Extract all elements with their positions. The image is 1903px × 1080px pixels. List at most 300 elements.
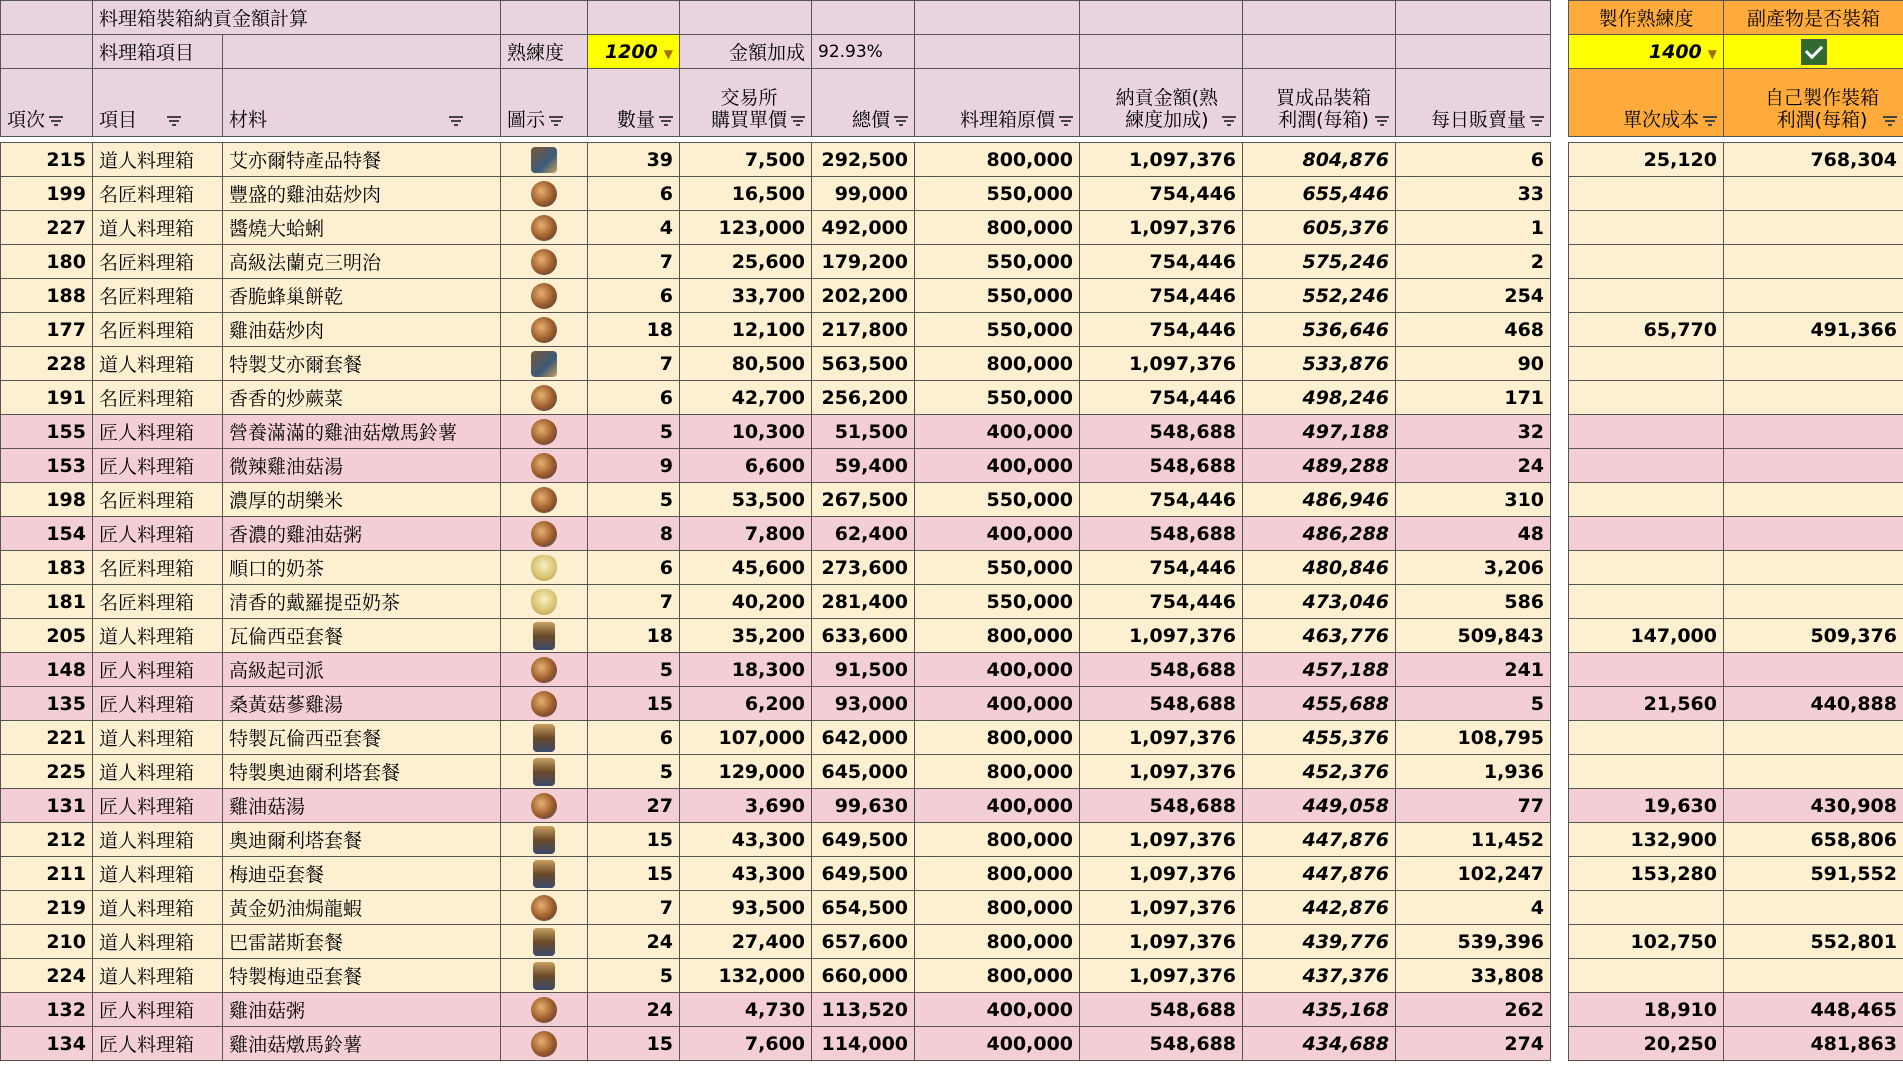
- row-profit[interactable]: 463,776: [1243, 619, 1396, 653]
- row-price[interactable]: 40,200: [680, 585, 812, 619]
- row-item[interactable]: 道人料理箱: [93, 925, 223, 959]
- row-total[interactable]: 179,200: [812, 245, 915, 279]
- row-icon[interactable]: [501, 721, 588, 755]
- row-profit[interactable]: 480,846: [1243, 551, 1396, 585]
- row-material[interactable]: 梅迪亞套餐: [223, 857, 501, 891]
- row-self-profit[interactable]: [1724, 891, 1903, 925]
- table-row[interactable]: [1, 721, 1551, 755]
- row-material[interactable]: 香脆蜂巢餅乾: [223, 279, 501, 313]
- row-tribute[interactable]: 754,446: [1080, 313, 1243, 347]
- row-seq[interactable]: 132: [1, 993, 93, 1027]
- row-unit-cost[interactable]: [1569, 585, 1724, 619]
- side-table-row[interactable]: [1569, 619, 1903, 653]
- checkbox-checked-icon[interactable]: [1801, 39, 1827, 65]
- row-unit-cost[interactable]: [1569, 891, 1724, 925]
- row-total[interactable]: 114,000: [812, 1027, 915, 1061]
- row-qty[interactable]: 18: [588, 619, 680, 653]
- row-qty[interactable]: 7: [588, 245, 680, 279]
- row-total[interactable]: 99,630: [812, 789, 915, 823]
- row-box-price[interactable]: 800,000: [915, 857, 1080, 891]
- row-icon[interactable]: [501, 959, 588, 993]
- row-qty[interactable]: 18: [588, 313, 680, 347]
- row-total[interactable]: 645,000: [812, 755, 915, 789]
- row-profit[interactable]: 434,688: [1243, 1027, 1396, 1061]
- side-table-row[interactable]: [1569, 891, 1903, 925]
- row-profit[interactable]: 455,688: [1243, 687, 1396, 721]
- row-icon[interactable]: [501, 585, 588, 619]
- row-box-price[interactable]: 400,000: [915, 517, 1080, 551]
- row-qty[interactable]: 15: [588, 687, 680, 721]
- row-daily[interactable]: 171: [1396, 381, 1551, 415]
- row-tribute[interactable]: 548,688: [1080, 993, 1243, 1027]
- row-material[interactable]: 艾亦爾特產品特餐: [223, 143, 501, 177]
- row-material[interactable]: 瓦倫西亞套餐: [223, 619, 501, 653]
- byproduct-checkbox-cell[interactable]: [1724, 35, 1903, 69]
- row-seq[interactable]: 210: [1, 925, 93, 959]
- row-total[interactable]: 113,520: [812, 993, 915, 1027]
- row-material[interactable]: 雞油菇燉馬鈴薯: [223, 1027, 501, 1061]
- row-price[interactable]: 7,600: [680, 1027, 812, 1061]
- table-row[interactable]: [1, 517, 1551, 551]
- side-table-row[interactable]: [1569, 687, 1903, 721]
- row-material[interactable]: 香香的炒蕨菜: [223, 381, 501, 415]
- row-material[interactable]: 巴雷諾斯套餐: [223, 925, 501, 959]
- row-icon[interactable]: [501, 789, 588, 823]
- row-seq[interactable]: 211: [1, 857, 93, 891]
- row-total[interactable]: 633,600: [812, 619, 915, 653]
- row-tribute[interactable]: 548,688: [1080, 1027, 1243, 1061]
- proficiency-select[interactable]: 1200 ▼: [588, 35, 680, 69]
- row-item[interactable]: 道人料理箱: [93, 959, 223, 993]
- row-material[interactable]: 特製瓦倫西亞套餐: [223, 721, 501, 755]
- row-seq[interactable]: 225: [1, 755, 93, 789]
- table-row[interactable]: [1, 313, 1551, 347]
- row-profit[interactable]: 447,876: [1243, 823, 1396, 857]
- row-material[interactable]: 雞油菇粥: [223, 993, 501, 1027]
- row-unit-cost[interactable]: [1569, 721, 1724, 755]
- row-item[interactable]: 道人料理箱: [93, 891, 223, 925]
- filter-icon[interactable]: [659, 116, 673, 126]
- table-row[interactable]: [1, 381, 1551, 415]
- row-box-price[interactable]: 800,000: [915, 891, 1080, 925]
- row-qty[interactable]: 15: [588, 857, 680, 891]
- row-tribute[interactable]: 548,688: [1080, 789, 1243, 823]
- row-icon[interactable]: [501, 177, 588, 211]
- row-profit[interactable]: 486,288: [1243, 517, 1396, 551]
- row-box-price[interactable]: 400,000: [915, 789, 1080, 823]
- side-table-row[interactable]: [1569, 347, 1903, 381]
- col-material[interactable]: 材料: [223, 69, 501, 137]
- row-profit[interactable]: 435,168: [1243, 993, 1396, 1027]
- row-qty[interactable]: 5: [588, 755, 680, 789]
- row-total[interactable]: 649,500: [812, 857, 915, 891]
- row-total[interactable]: 292,500: [812, 143, 915, 177]
- row-seq[interactable]: 180: [1, 245, 93, 279]
- row-tribute[interactable]: 1,097,376: [1080, 143, 1243, 177]
- row-profit[interactable]: 442,876: [1243, 891, 1396, 925]
- col-unit-cost[interactable]: 單次成本: [1569, 69, 1724, 137]
- table-row[interactable]: [1, 687, 1551, 721]
- row-item[interactable]: 匠人料理箱: [93, 687, 223, 721]
- table-row[interactable]: [1, 857, 1551, 891]
- row-unit-cost[interactable]: [1569, 347, 1724, 381]
- row-qty[interactable]: 24: [588, 925, 680, 959]
- row-item[interactable]: 名匠料理箱: [93, 483, 223, 517]
- row-seq[interactable]: 199: [1, 177, 93, 211]
- row-price[interactable]: 43,300: [680, 857, 812, 891]
- row-total[interactable]: 202,200: [812, 279, 915, 313]
- row-unit-cost[interactable]: [1569, 381, 1724, 415]
- row-daily[interactable]: 6: [1396, 143, 1551, 177]
- row-seq[interactable]: 219: [1, 891, 93, 925]
- row-item[interactable]: 道人料理箱: [93, 823, 223, 857]
- row-seq[interactable]: 131: [1, 789, 93, 823]
- row-price[interactable]: 7,800: [680, 517, 812, 551]
- row-box-price[interactable]: 800,000: [915, 925, 1080, 959]
- row-item[interactable]: 名匠料理箱: [93, 245, 223, 279]
- side-table-row[interactable]: [1569, 789, 1903, 823]
- row-icon[interactable]: [501, 211, 588, 245]
- row-price[interactable]: 6,600: [680, 449, 812, 483]
- row-price[interactable]: 10,300: [680, 415, 812, 449]
- col-box-price[interactable]: 料理箱原價: [915, 69, 1080, 137]
- row-tribute[interactable]: 1,097,376: [1080, 925, 1243, 959]
- row-total[interactable]: 267,500: [812, 483, 915, 517]
- row-daily[interactable]: 5: [1396, 687, 1551, 721]
- row-tribute[interactable]: 1,097,376: [1080, 721, 1243, 755]
- row-qty[interactable]: 7: [588, 891, 680, 925]
- row-seq[interactable]: 191: [1, 381, 93, 415]
- row-tribute[interactable]: 1,097,376: [1080, 211, 1243, 245]
- row-daily[interactable]: 241: [1396, 653, 1551, 687]
- side-table-row[interactable]: [1569, 177, 1903, 211]
- table-row[interactable]: [1, 279, 1551, 313]
- col-seq[interactable]: 項次: [1, 69, 93, 137]
- row-tribute[interactable]: 754,446: [1080, 245, 1243, 279]
- row-daily[interactable]: 33,808: [1396, 959, 1551, 993]
- row-price[interactable]: 43,300: [680, 823, 812, 857]
- side-table-row[interactable]: [1569, 721, 1903, 755]
- side-table-row[interactable]: [1569, 483, 1903, 517]
- row-price[interactable]: 42,700: [680, 381, 812, 415]
- row-total[interactable]: 654,500: [812, 891, 915, 925]
- side-table-row[interactable]: [1569, 585, 1903, 619]
- row-item[interactable]: 道人料理箱: [93, 857, 223, 891]
- row-item[interactable]: 名匠料理箱: [93, 279, 223, 313]
- row-unit-cost[interactable]: 18,910: [1569, 993, 1724, 1027]
- row-box-price[interactable]: 800,000: [915, 211, 1080, 245]
- col-price[interactable]: 交易所 購買單價: [680, 69, 812, 137]
- row-daily[interactable]: 24: [1396, 449, 1551, 483]
- row-profit[interactable]: 439,776: [1243, 925, 1396, 959]
- row-qty[interactable]: 27: [588, 789, 680, 823]
- table-row[interactable]: [1, 211, 1551, 245]
- row-daily[interactable]: 539,396: [1396, 925, 1551, 959]
- table-row[interactable]: [1, 1027, 1551, 1061]
- row-qty[interactable]: 5: [588, 959, 680, 993]
- row-tribute[interactable]: 1,097,376: [1080, 755, 1243, 789]
- row-tribute[interactable]: 548,688: [1080, 517, 1243, 551]
- dropdown-arrow-icon[interactable]: ▼: [663, 46, 674, 61]
- row-self-profit[interactable]: 491,366: [1724, 313, 1903, 347]
- row-item[interactable]: 匠人料理箱: [93, 993, 223, 1027]
- side-table-row[interactable]: [1569, 415, 1903, 449]
- row-qty[interactable]: 7: [588, 585, 680, 619]
- row-qty[interactable]: 8: [588, 517, 680, 551]
- row-price[interactable]: 27,400: [680, 925, 812, 959]
- row-item[interactable]: 匠人料理箱: [93, 449, 223, 483]
- row-profit[interactable]: 447,876: [1243, 857, 1396, 891]
- row-tribute[interactable]: 754,446: [1080, 551, 1243, 585]
- row-total[interactable]: 62,400: [812, 517, 915, 551]
- row-box-price[interactable]: 550,000: [915, 279, 1080, 313]
- row-unit-cost[interactable]: 21,560: [1569, 687, 1724, 721]
- row-profit[interactable]: 437,376: [1243, 959, 1396, 993]
- row-seq[interactable]: 183: [1, 551, 93, 585]
- row-total[interactable]: 91,500: [812, 653, 915, 687]
- row-seq[interactable]: 177: [1, 313, 93, 347]
- row-material[interactable]: 高級法蘭克三明治: [223, 245, 501, 279]
- row-profit[interactable]: 497,188: [1243, 415, 1396, 449]
- row-self-profit[interactable]: 658,806: [1724, 823, 1903, 857]
- table-row[interactable]: [1, 551, 1551, 585]
- row-icon[interactable]: [501, 1027, 588, 1061]
- row-icon[interactable]: [501, 551, 588, 585]
- row-box-price[interactable]: 800,000: [915, 823, 1080, 857]
- filter-icon[interactable]: [449, 116, 463, 126]
- row-self-profit[interactable]: [1724, 721, 1903, 755]
- row-unit-cost[interactable]: [1569, 245, 1724, 279]
- row-daily[interactable]: 33: [1396, 177, 1551, 211]
- filter-icon[interactable]: [549, 116, 563, 126]
- table-row[interactable]: [1, 891, 1551, 925]
- row-price[interactable]: 18,300: [680, 653, 812, 687]
- row-tribute[interactable]: 754,446: [1080, 177, 1243, 211]
- row-tribute[interactable]: 548,688: [1080, 653, 1243, 687]
- filter-icon[interactable]: [49, 116, 63, 126]
- row-qty[interactable]: 6: [588, 381, 680, 415]
- row-profit[interactable]: 455,376: [1243, 721, 1396, 755]
- row-seq[interactable]: 227: [1, 211, 93, 245]
- row-box-price[interactable]: 400,000: [915, 993, 1080, 1027]
- table-row[interactable]: [1, 925, 1551, 959]
- table-row[interactable]: [1, 143, 1551, 177]
- col-self-profit[interactable]: 自己製作裝箱 利潤(每箱): [1724, 69, 1903, 137]
- dropdown-arrow-icon[interactable]: ▼: [1707, 46, 1717, 61]
- side-table-row[interactable]: [1569, 313, 1903, 347]
- table-row[interactable]: [1, 347, 1551, 381]
- row-material[interactable]: 奧迪爾利塔套餐: [223, 823, 501, 857]
- filter-icon[interactable]: [894, 116, 908, 126]
- row-profit[interactable]: 536,646: [1243, 313, 1396, 347]
- row-tribute[interactable]: 1,097,376: [1080, 891, 1243, 925]
- row-unit-cost[interactable]: 147,000: [1569, 619, 1724, 653]
- row-price[interactable]: 12,100: [680, 313, 812, 347]
- row-daily[interactable]: 108,795: [1396, 721, 1551, 755]
- row-self-profit[interactable]: [1724, 381, 1903, 415]
- row-self-profit[interactable]: [1724, 449, 1903, 483]
- row-qty[interactable]: 24: [588, 993, 680, 1027]
- row-total[interactable]: 657,600: [812, 925, 915, 959]
- row-box-price[interactable]: 800,000: [915, 755, 1080, 789]
- row-profit[interactable]: 575,246: [1243, 245, 1396, 279]
- row-profit[interactable]: 498,246: [1243, 381, 1396, 415]
- row-unit-cost[interactable]: [1569, 959, 1724, 993]
- row-tribute[interactable]: 548,688: [1080, 687, 1243, 721]
- row-daily[interactable]: 102,247: [1396, 857, 1551, 891]
- row-price[interactable]: 107,000: [680, 721, 812, 755]
- row-box-price[interactable]: 800,000: [915, 143, 1080, 177]
- row-tribute[interactable]: 754,446: [1080, 483, 1243, 517]
- row-qty[interactable]: 15: [588, 1027, 680, 1061]
- row-qty[interactable]: 4: [588, 211, 680, 245]
- row-box-price[interactable]: 400,000: [915, 449, 1080, 483]
- row-total[interactable]: 281,400: [812, 585, 915, 619]
- row-price[interactable]: 4,730: [680, 993, 812, 1027]
- row-material[interactable]: 營養滿滿的雞油菇燉馬鈴薯: [223, 415, 501, 449]
- filter-icon[interactable]: [1530, 116, 1544, 126]
- row-price[interactable]: 7,500: [680, 143, 812, 177]
- row-material[interactable]: 豐盛的雞油菇炒肉: [223, 177, 501, 211]
- row-item[interactable]: 道人料理箱: [93, 619, 223, 653]
- row-daily[interactable]: 274: [1396, 1027, 1551, 1061]
- filter-icon[interactable]: [1703, 116, 1717, 126]
- side-table-row[interactable]: [1569, 993, 1903, 1027]
- row-material[interactable]: 特製奧迪爾利塔套餐: [223, 755, 501, 789]
- side-table-row[interactable]: [1569, 143, 1903, 177]
- row-material[interactable]: 特製艾亦爾套餐: [223, 347, 501, 381]
- row-daily[interactable]: 586: [1396, 585, 1551, 619]
- row-self-profit[interactable]: [1724, 279, 1903, 313]
- row-profit[interactable]: 449,058: [1243, 789, 1396, 823]
- row-material[interactable]: 雞油菇湯: [223, 789, 501, 823]
- row-self-profit[interactable]: [1724, 551, 1903, 585]
- row-profit[interactable]: 552,246: [1243, 279, 1396, 313]
- row-profit[interactable]: 486,946: [1243, 483, 1396, 517]
- row-icon[interactable]: [501, 755, 588, 789]
- row-seq[interactable]: 154: [1, 517, 93, 551]
- row-daily[interactable]: 77: [1396, 789, 1551, 823]
- side-table-row[interactable]: [1569, 755, 1903, 789]
- row-box-price[interactable]: 800,000: [915, 959, 1080, 993]
- row-tribute[interactable]: 1,097,376: [1080, 619, 1243, 653]
- row-seq[interactable]: 221: [1, 721, 93, 755]
- row-total[interactable]: 93,000: [812, 687, 915, 721]
- col-icon[interactable]: 圖示: [501, 69, 588, 137]
- side-table-row[interactable]: [1569, 1027, 1903, 1061]
- row-qty[interactable]: 6: [588, 279, 680, 313]
- row-total[interactable]: 660,000: [812, 959, 915, 993]
- row-icon[interactable]: [501, 483, 588, 517]
- row-icon[interactable]: [501, 381, 588, 415]
- row-seq[interactable]: 181: [1, 585, 93, 619]
- row-seq[interactable]: 188: [1, 279, 93, 313]
- row-total[interactable]: 563,500: [812, 347, 915, 381]
- row-seq[interactable]: 135: [1, 687, 93, 721]
- row-seq[interactable]: 224: [1, 959, 93, 993]
- row-item[interactable]: 道人料理箱: [93, 755, 223, 789]
- row-material[interactable]: 順口的奶茶: [223, 551, 501, 585]
- row-unit-cost[interactable]: [1569, 211, 1724, 245]
- row-item[interactable]: 匠人料理箱: [93, 653, 223, 687]
- col-daily[interactable]: 每日販賣量: [1396, 69, 1551, 137]
- table-row[interactable]: [1, 993, 1551, 1027]
- row-material[interactable]: 高級起司派: [223, 653, 501, 687]
- row-box-price[interactable]: 800,000: [915, 347, 1080, 381]
- row-price[interactable]: 123,000: [680, 211, 812, 245]
- row-box-price[interactable]: 800,000: [915, 619, 1080, 653]
- row-self-profit[interactable]: [1724, 483, 1903, 517]
- filter-icon[interactable]: [1222, 116, 1236, 126]
- row-daily[interactable]: 1,936: [1396, 755, 1551, 789]
- row-item[interactable]: 道人料理箱: [93, 347, 223, 381]
- row-daily[interactable]: 11,452: [1396, 823, 1551, 857]
- row-qty[interactable]: 6: [588, 177, 680, 211]
- row-item[interactable]: 名匠料理箱: [93, 177, 223, 211]
- row-profit[interactable]: 452,376: [1243, 755, 1396, 789]
- row-unit-cost[interactable]: [1569, 517, 1724, 551]
- row-item[interactable]: 名匠料理箱: [93, 381, 223, 415]
- row-unit-cost[interactable]: [1569, 449, 1724, 483]
- row-box-price[interactable]: 550,000: [915, 483, 1080, 517]
- row-tribute[interactable]: 548,688: [1080, 415, 1243, 449]
- craft-prof-select[interactable]: 1400 ▼: [1569, 35, 1724, 69]
- row-seq[interactable]: 153: [1, 449, 93, 483]
- row-self-profit[interactable]: 430,908: [1724, 789, 1903, 823]
- table-row[interactable]: [1, 823, 1551, 857]
- row-self-profit[interactable]: [1724, 347, 1903, 381]
- row-icon[interactable]: [501, 993, 588, 1027]
- row-unit-cost[interactable]: 25,120: [1569, 143, 1724, 177]
- row-qty[interactable]: 5: [588, 653, 680, 687]
- row-total[interactable]: 217,800: [812, 313, 915, 347]
- row-icon[interactable]: [501, 347, 588, 381]
- side-table-row[interactable]: [1569, 245, 1903, 279]
- row-daily[interactable]: 310: [1396, 483, 1551, 517]
- row-qty[interactable]: 6: [588, 551, 680, 585]
- row-box-price[interactable]: 550,000: [915, 245, 1080, 279]
- row-qty[interactable]: 5: [588, 483, 680, 517]
- filter-icon[interactable]: [1059, 116, 1073, 126]
- row-icon[interactable]: [501, 143, 588, 177]
- row-box-price[interactable]: 400,000: [915, 687, 1080, 721]
- row-daily[interactable]: 468: [1396, 313, 1551, 347]
- table-row[interactable]: [1, 177, 1551, 211]
- filter-icon[interactable]: [1375, 116, 1389, 126]
- row-self-profit[interactable]: [1724, 517, 1903, 551]
- side-table-row[interactable]: [1569, 823, 1903, 857]
- side-table-row[interactable]: [1569, 517, 1903, 551]
- row-daily[interactable]: 509,843: [1396, 619, 1551, 653]
- row-self-profit[interactable]: 481,863: [1724, 1027, 1903, 1061]
- row-box-price[interactable]: 550,000: [915, 313, 1080, 347]
- row-total[interactable]: 99,000: [812, 177, 915, 211]
- row-price[interactable]: 45,600: [680, 551, 812, 585]
- row-self-profit[interactable]: 552,801: [1724, 925, 1903, 959]
- row-box-price[interactable]: 550,000: [915, 177, 1080, 211]
- row-box-price[interactable]: 400,000: [915, 415, 1080, 449]
- row-unit-cost[interactable]: [1569, 483, 1724, 517]
- row-price[interactable]: 3,690: [680, 789, 812, 823]
- row-total[interactable]: 649,500: [812, 823, 915, 857]
- row-icon[interactable]: [501, 517, 588, 551]
- row-self-profit[interactable]: [1724, 653, 1903, 687]
- row-self-profit[interactable]: [1724, 211, 1903, 245]
- row-icon[interactable]: [501, 891, 588, 925]
- row-material[interactable]: 清香的戴羅提亞奶茶: [223, 585, 501, 619]
- row-tribute[interactable]: 754,446: [1080, 381, 1243, 415]
- row-daily[interactable]: 2: [1396, 245, 1551, 279]
